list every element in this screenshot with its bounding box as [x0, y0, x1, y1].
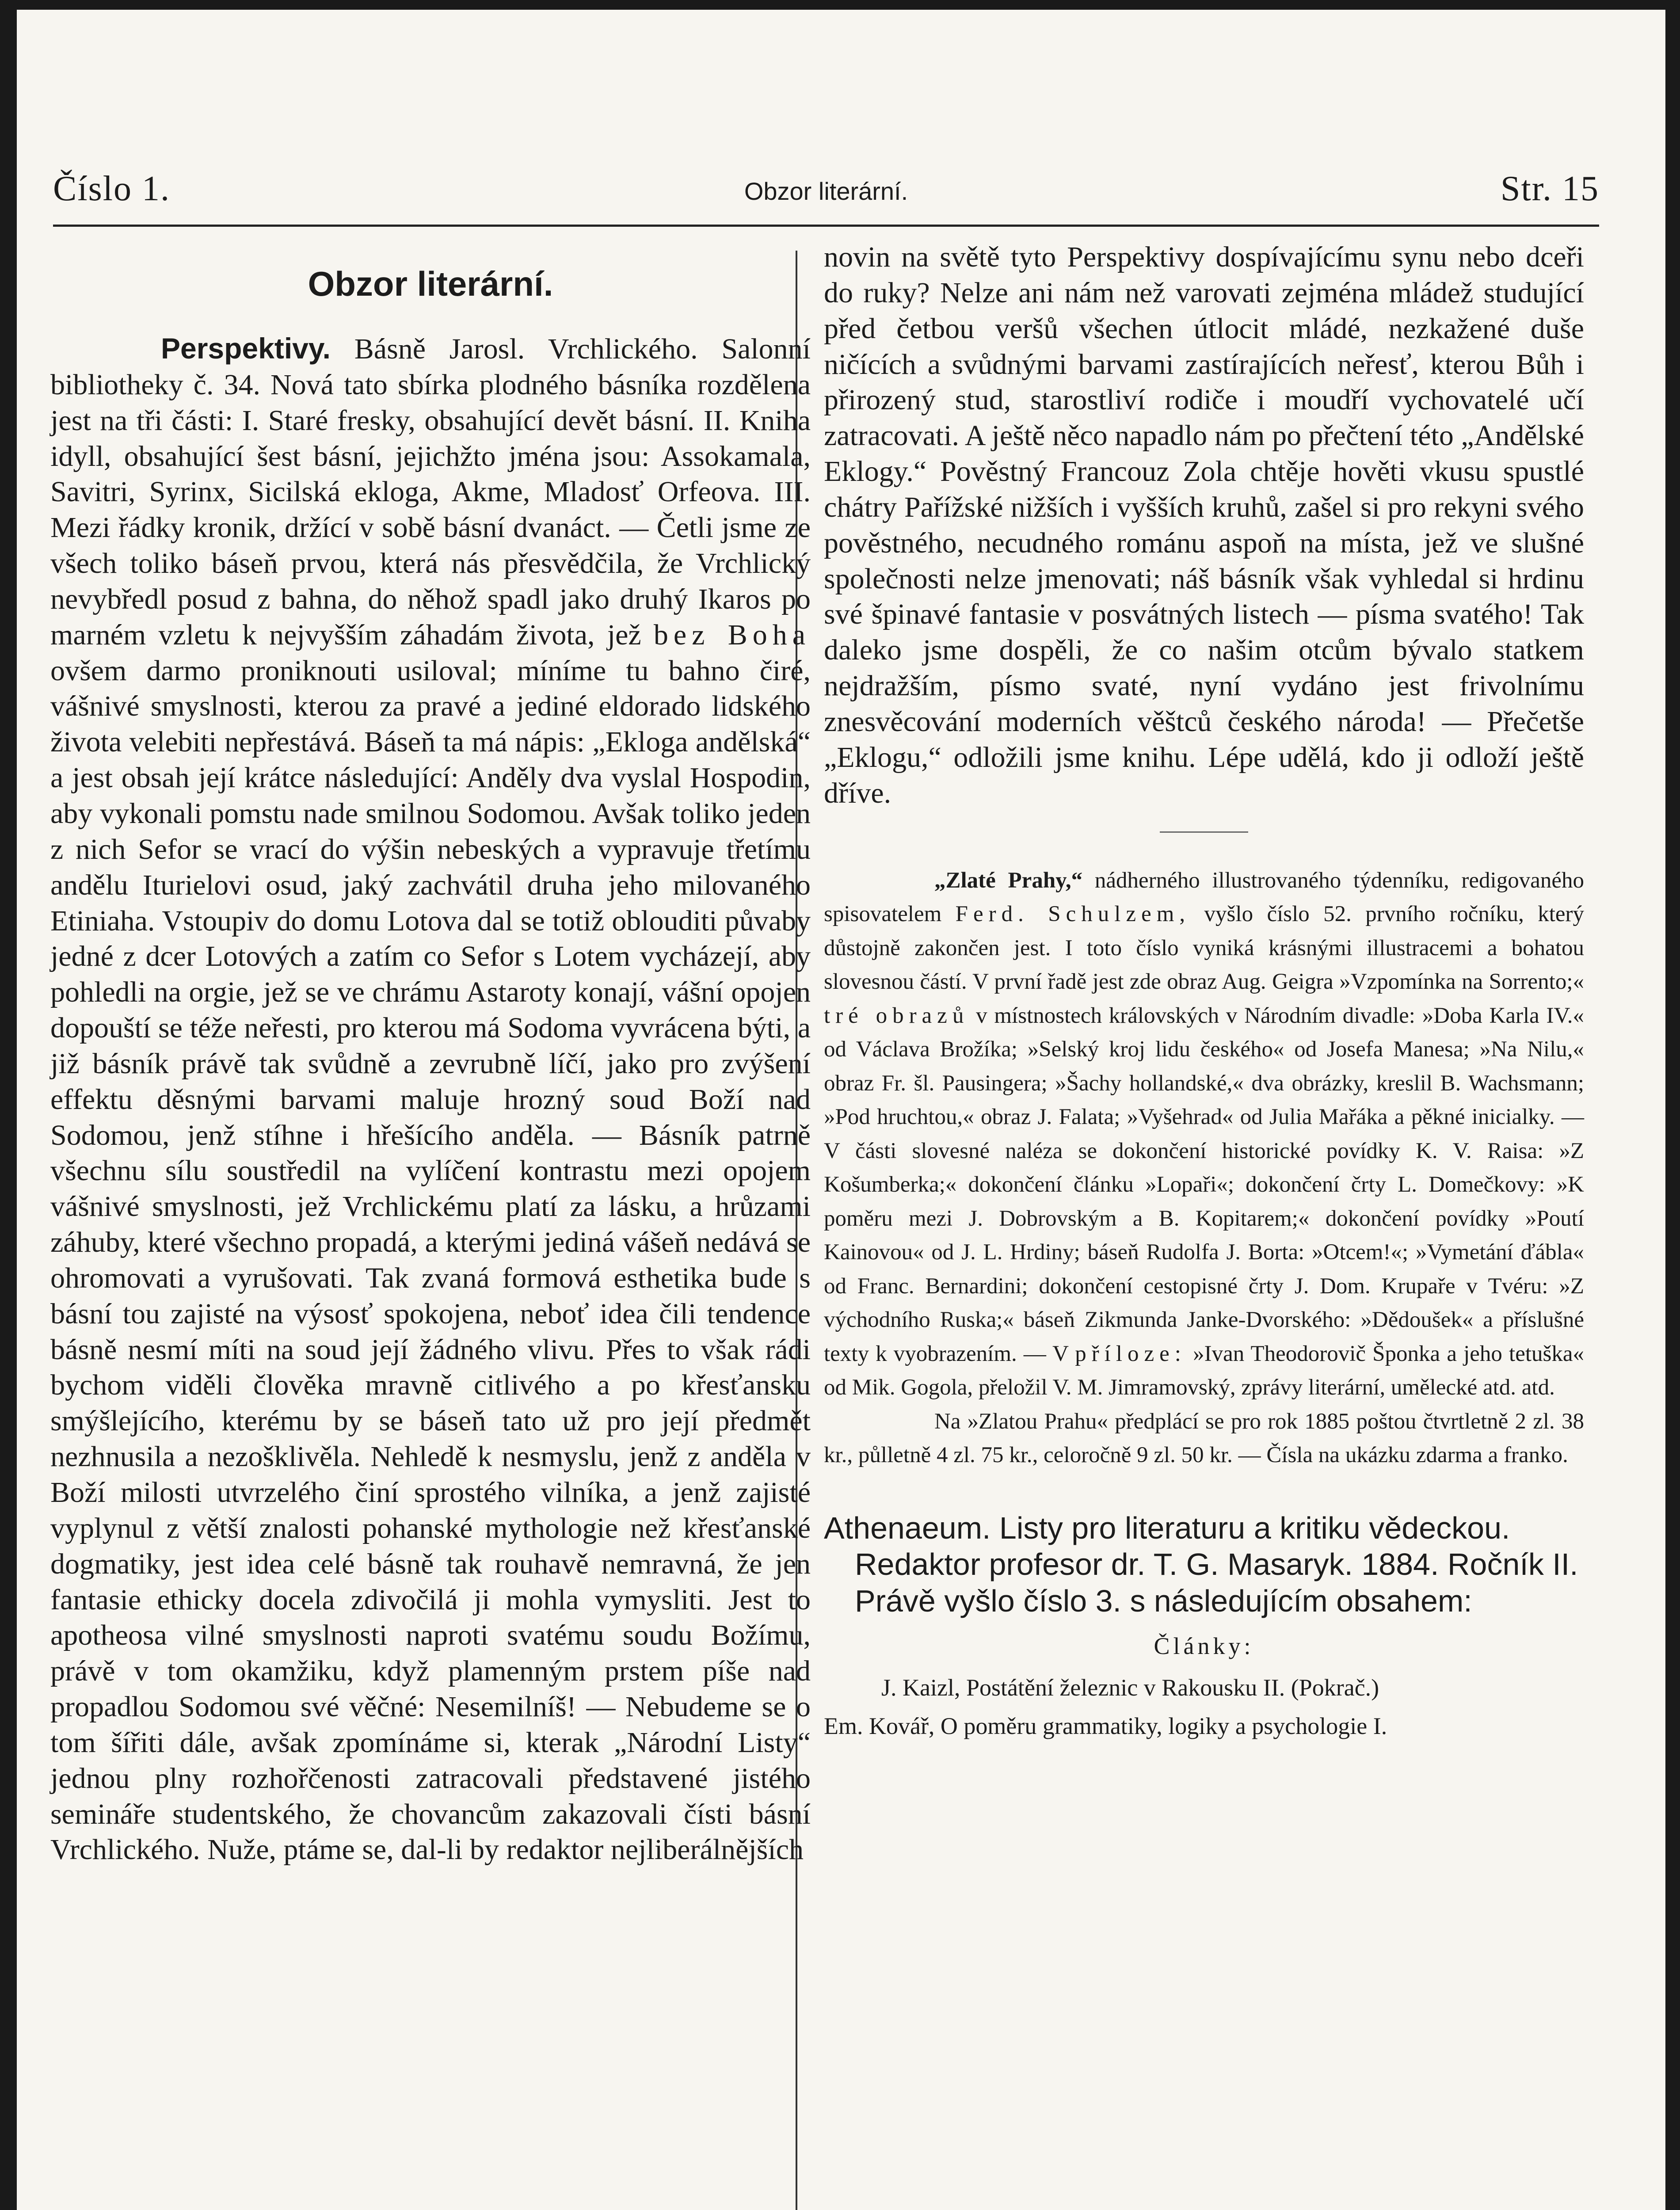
right-column	[824, 240, 1584, 2210]
left-column	[50, 240, 811, 2210]
zlata-praha-text-d: »Ivan Theodorovič Šponka a jeho tetuška« od Mik. Gogola, přeložil V. M. Jimramovský, zprávy literární, umělecké atd. atd.	[824, 1341, 1585, 1400]
section-title: Obzor literární.	[308, 264, 553, 303]
issue-number: Číslo 1.	[53, 169, 170, 208]
zlata-praha-title: „Zlaté Prahy,“	[934, 868, 1083, 893]
subscription-info: Na »Zlatou Prahu« předplácí se pro rok 1885 poštou čtvrtletně 2 zl. 38 kr., půlletně 4 zl. 75 kr., celoročně 9 zl. 50 kr. — Čísla na ukázku zdarma a franko.	[824, 1409, 1584, 1467]
article-item: Em. Kovář, O poměru grammatiky, logiky a psychologie I.	[824, 1712, 1387, 1739]
spaced-phrase: bez Boha	[653, 618, 811, 651]
divider-rule	[1160, 831, 1248, 833]
zlata-praha-text-c: v místnostech královských v Národním divadle: »Doba Karla IV.« od Václava Brožíka; »Selský kroj lidu českého« od Josefa Manesa; »Na Nilu,« obraz Fr. šl. Pausingera; »Šachy hollandské,« dva obrázky, kreslil B. Wachsmann; »Pod hruchtou,« obraz J. Falata; »Vyšehrad« od Julia Mařáka a pěkné inicialky. — V části slovesné naléza se dokončení historické povídky K. V. Raisa: »Z Košumberka;« dokončení článku »Lopaři«; dokončení črty L. Domečkovy: »K poměru mezi J. Dobrovským a B. Kopitarem;« dokončení povídky »Poutí Kainovou« od J. L. Hrdiny; báseň Rudolfa J. Borta: »Otcem!«; »Vymetání ďábla« od Franc. Bernardini; dokončení cestopisné črty J. Dom. Krupaře v Tvéru: »Z východního Ruska;« báseň Zikmunda Janke-Dvorského: »Dědoušek« a příslušné texty k vyobrazením. — V	[824, 1003, 1585, 1366]
notice-zlata-praha	[824, 864, 1584, 1405]
page-number: Str. 15	[1501, 169, 1599, 208]
three-paintings: tré obrazů	[824, 1003, 969, 1028]
editor-name: Ferd. Schulzem,	[955, 902, 1191, 926]
running-section-title: Obzor literární.	[744, 177, 908, 205]
athenaeum-heading	[824, 1510, 1584, 1619]
review-text-start: Básně Jarosl. Vrchlického. Salonní bibliotheky č. 34. Nová tato sbírka plodného básníka rozdělena jest na tři části: I. Staré fresky, obsahující devět básní. II. Kniha idyll, obsahující šest básní, jejichžto jména jsou: Assokamala, Savitri, Syrinx, Sicilská ekloga, Akme, Mladosť Orfeova. III. Mezi řádky kronik, držící v sobě básní dvanáct. — Četli jsme ze všech toliko báseň prvou, která nás přesvědčila, že Vrchlický nevybředl posud z bahna, do něhož spadl jako druhý Ikaros po marném vzletu k nejvyšším záhadám života, jež	[50, 333, 811, 651]
review-text-continued: ovšem darmo proniknouti usiloval; míníme tu bahno čiré, vášnivé smyslnosti, kterou za pravé a jediné eldorado lidského života velebiti nepřestává. Báseň ta má nápis: „Ekloga andělská“ a jest obsah její krátce následující: Anděly dva vyslal Hospodin, aby vykonali pomstu nade smilnou Sodomou. Avšak toliko jeden z nich Sefor se vrací do výšin nebeských a vypravuje třetímu andělu Iturielovi osud, jaký zachvátil druha jeho milovaného Etiniaha. Vstoupiv do domu Lotova dal se totiž oblouditi půvaby jedné z dcer Lotových a zatím co Sefor s Lotem vycházejí, aby pohledli na orgie, jež se ve chrámu Astaroty konají, vášní opojen dopouští se téže neřesti, pro kterou má Sodoma vyvrácena býti, a již básník právě tak svůdně a zevrubně líčí, jako pro zvýšení effektu děsnými barvami maluje hrozný soud Boží nad Sodomou, jenž stíhne i hřešícího anděla. — Básník patrně všechnu sílu soustředil na vylíčení kontrastu mezi opojem vášnivé smyslnosti, jež Vrchlickému platí za lásku, a hrůzami záhuby, které všechno propadá, a kterými jediná vášeň nedává se ohromovati a vyrušovati. Tak zvaná formová esthetika bude s básní tou zajisté na výsosť spokojena, neboť idea čili tendence básně nesmí míti na soud její žádného vlivu. Přes to však rádi bychom viděli člověka mravně citlivého a po křesťansku smýšlejícího, kterému by se báseň tato už pro její předmět nezhnusila a nezošklivěla. Nehledě k nesmyslu, jenž z anděla v Boží milosti utvrzelého činí sprostého vilníka, a jenž zajisté vyplynul z větší znalosti pohanské mythologie než křesťanské dogmatiky, jest idea celé básně tak rouhavě nemravná, že jen fantasie ethicky docela zdivočilá ji mohla vymysliti. Jest to apotheosa vilné smyslnosti naproti svatému soudu Božímu, právě v tom okamžiku, když plamenným prstem píše nad propadlou Sodomou své věčné: Nesemilníš! — Nebudeme se o tom šířiti dále, avšak zpomínáme si, kterak „Národní Listy“ jednou plny rozhořčenosti zatracovali představené jistého semináře studentského, že chovancům zakazovali čísti básní Vrchlického. Nuže, ptáme se, dal-li by redaktor nejliberálnějších	[50, 654, 811, 1866]
zlata-praha-text-a: nádherného illustrovaného týdenníku, redigovaného spisovatelem	[824, 868, 1584, 926]
article-list	[824, 1669, 1584, 1745]
page	[17, 10, 1665, 2210]
header-rule	[53, 225, 1599, 227]
articles-label: Články:	[1154, 1633, 1254, 1660]
review-continuation: novin na světě tyto Perspektivy dospívajícímu synu nebo dceři do ruky? Nelze ani nám než varovati zejména mládež studující před četbou veršů všechen útlocit mládé, nezkažené duše ničících a svůdnými barvami zastírajících neřesť, kterou Bůh i přirozený stud, starostliví rodiče i moudří vychovatelé učí zatracovati. A ještě něco napadlo nám po přečtení této „Andělské Eklogy.“ Pověstný Francouz Zola chtěje hověti vkusu spustlé chátry Pařížské nižších i vyšších kruhů, zašel si pro rekyni svého pověstného, necudného románu aspoň na místa, jež ve slušné společnosti nelze jmenovati; náš básník však vyhledal si hrdinu své špinavé fantasie v posvátných listech — písma svatého! Tak daleko jsme dospěli, že co našim otcům bývalo statkem nejdražším, písmo svaté, nyní vydáno jest frivolnímu znesvěcování moderních věštců českého národa! — Přečetše „Eklogu,“ odložili jsme knihu. Lépe udělá, kdo ji odloží ještě dříve.	[824, 241, 1584, 809]
review-lead-title: Perspektivy.	[161, 332, 331, 365]
athenaeum-heading-text: Athenaeum. Listy pro literaturu a kritiku vědeckou. Redaktor profesor dr. T. G. Masaryk. 1884. Ročník II. Právě vyšlo číslo 3. s následujícím obsahem:	[824, 1510, 1578, 1618]
article-item: J. Kaizl, Postátění železnic v Rakousku II. (Pokrač.)	[881, 1674, 1379, 1701]
supplement-label: příloze:	[1075, 1341, 1186, 1366]
zlata-praha-text-b: vyšlo číslo 52. prvního ročníku, který důstojně zakončen jest. I toto číslo vyniká krásnými illustracemi a bohatou slovesnou částí. V první řadě jest zde obraz Aug. Geigra »Vzpomínka na Sorrento;«	[824, 902, 1585, 994]
review-perspektivy	[50, 331, 811, 1868]
running-header	[53, 169, 1599, 222]
